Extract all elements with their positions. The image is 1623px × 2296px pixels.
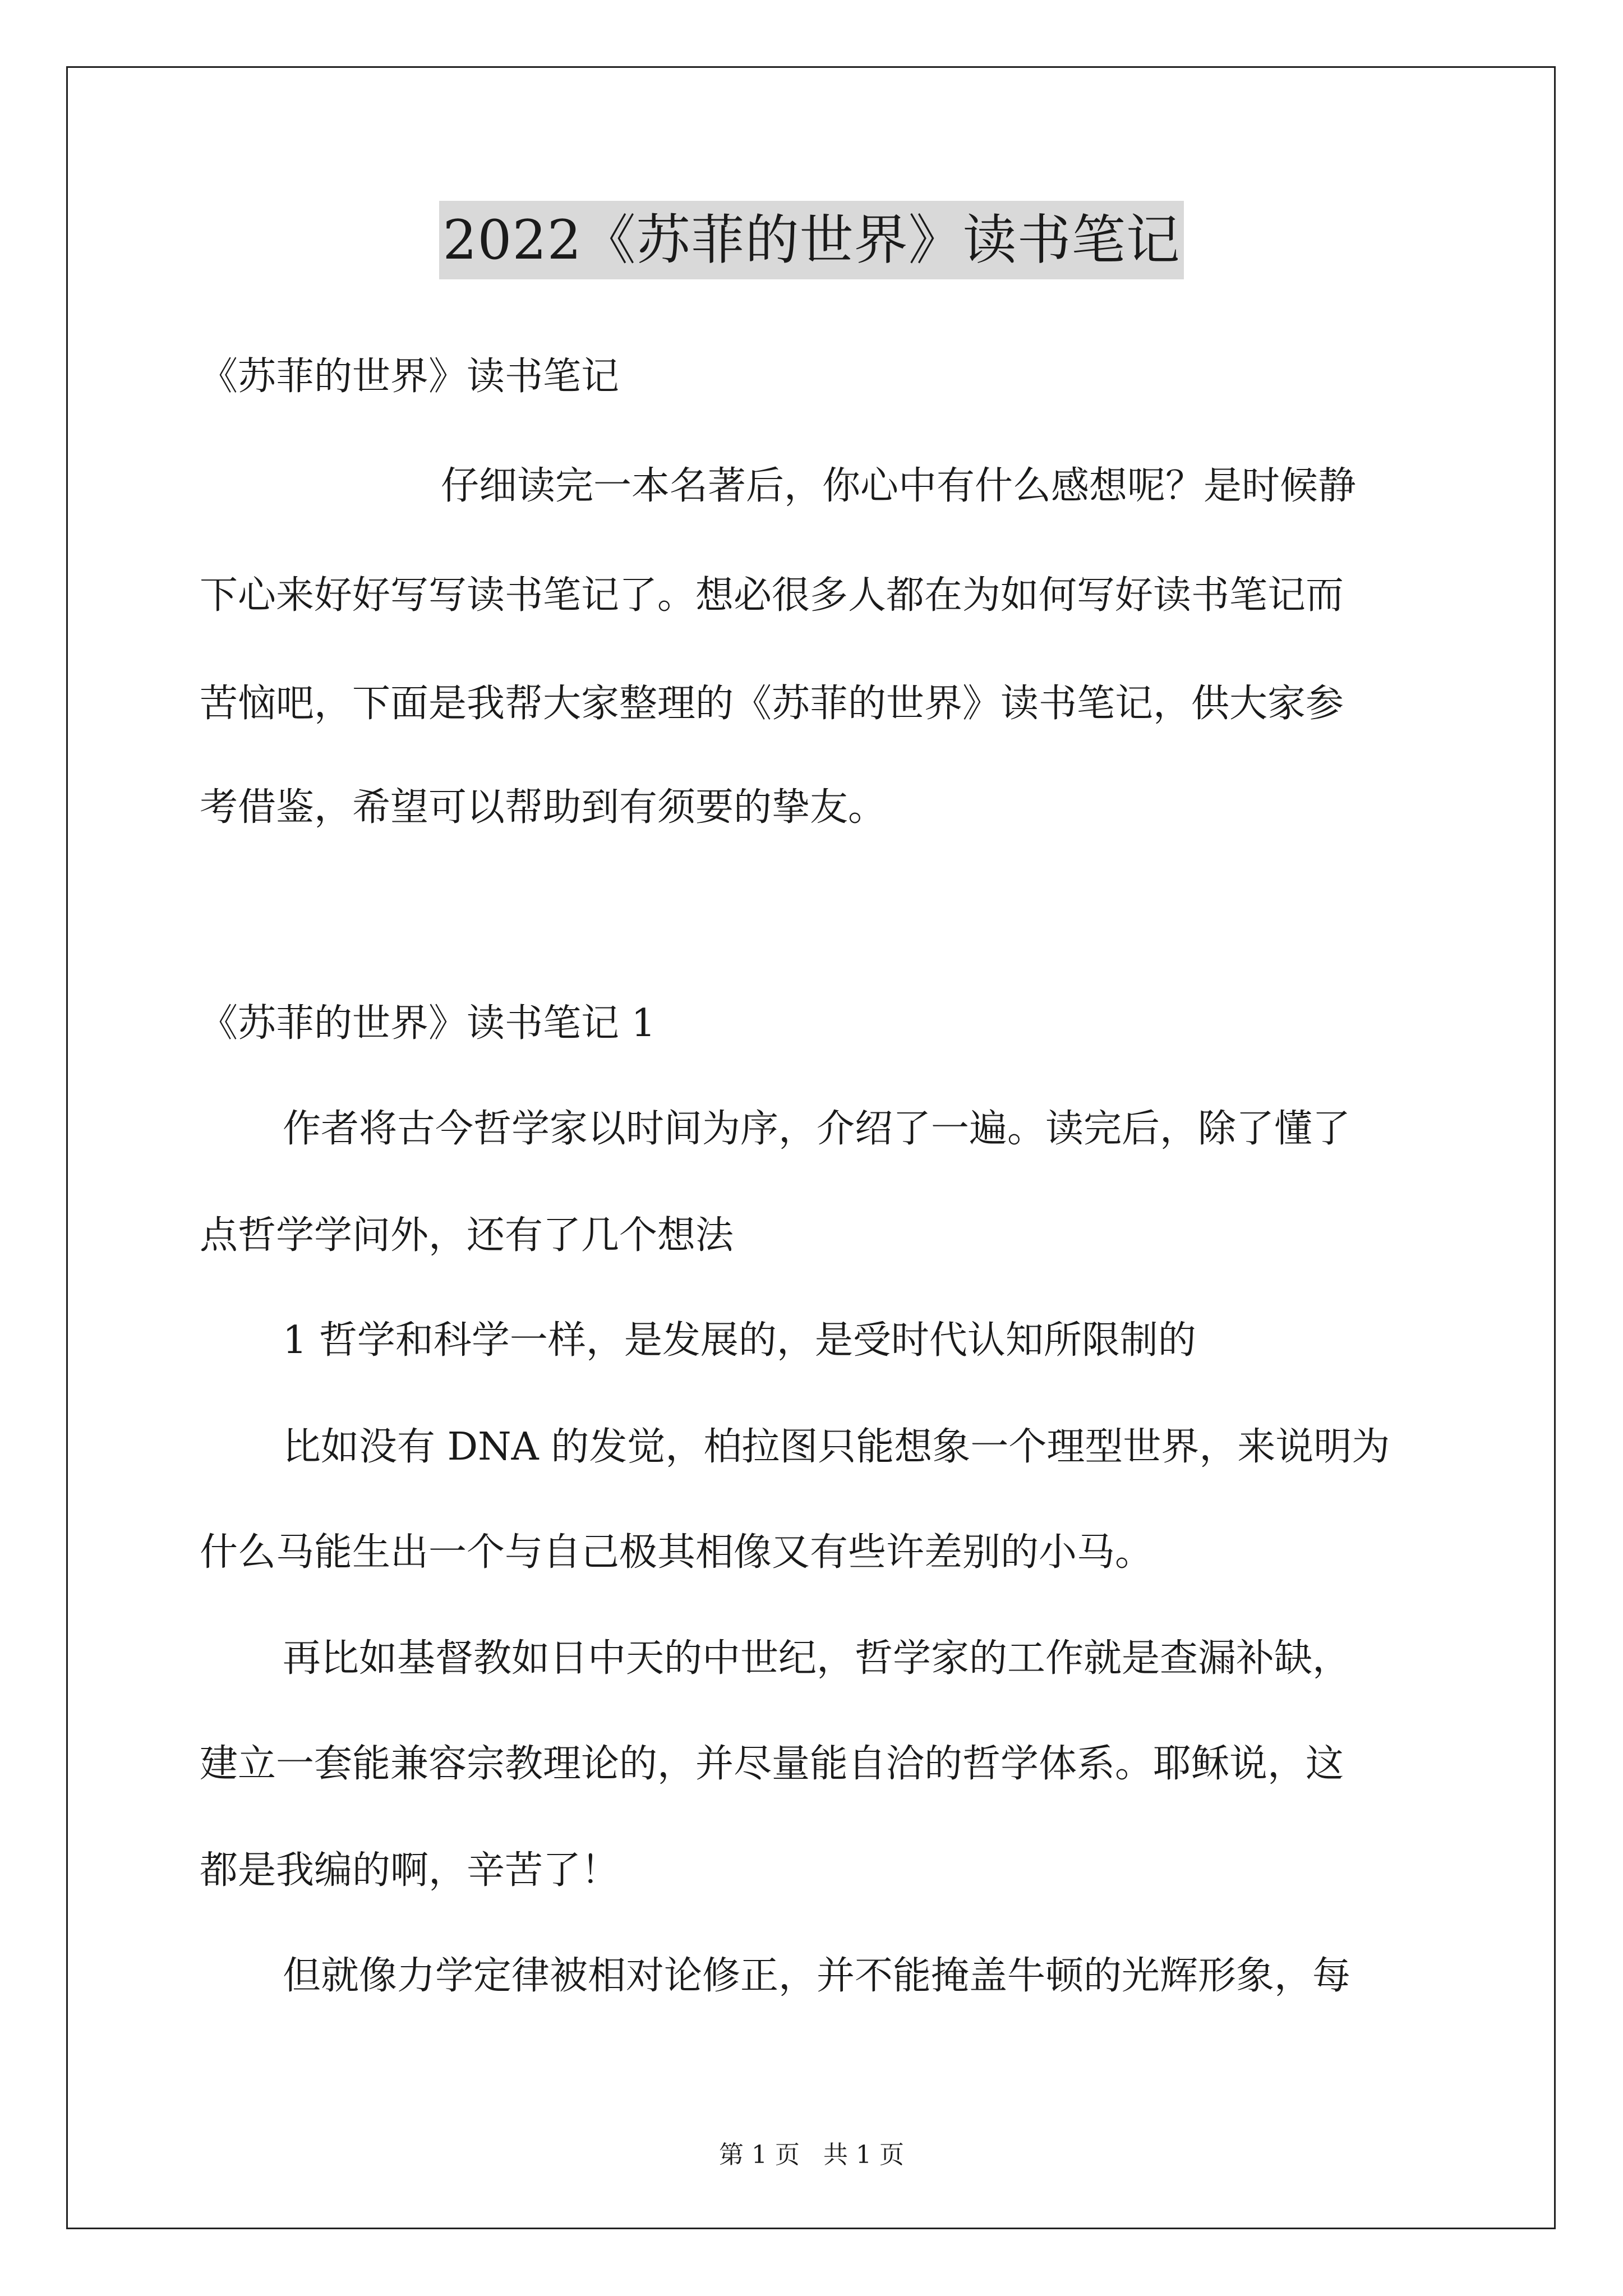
document-title: 2022《苏菲的世界》读书笔记 <box>439 201 1183 279</box>
intro-line-1: 仔细读完一本名著后，你心中有什么感想呢？是时候静 <box>441 464 1357 508</box>
intro-line-2: 下心来好好写写读书笔记了。想必很多人都在为如何写好读书笔记而 <box>200 573 1344 618</box>
title-container <box>0 201 1623 279</box>
body-line-7: 建立一套能兼容宗教理论的，并尽量能自洽的哲学体系。耶稣说，这 <box>200 1742 1344 1786</box>
section-heading-1: 《苏菲的世界》读书笔记 1 <box>200 1001 656 1046</box>
intro-line-3: 苦恼吧，下面是我帮大家整理的《苏菲的世界》读书笔记，供大家参 <box>200 682 1344 726</box>
body-line-6: 再比如基督教如日中天的中世纪，哲学家的工作就是查漏补缺， <box>283 1636 1351 1681</box>
body-line-5: 什么马能生出一个与自己极其相像又有些许差别的小马。 <box>200 1530 1154 1575</box>
body-line-2: 点哲学学问外，还有了几个想法 <box>200 1213 734 1258</box>
intro-line-4: 考借鉴，希望可以帮助到有须要的挚友。 <box>200 785 887 830</box>
body-line-1: 作者将古今哲学家以时间为序，介绍了一遍。读完后，除了懂了 <box>283 1107 1351 1151</box>
page-footer: 第 1 页 共 1 页 <box>719 2141 904 2169</box>
heading-main: 《苏菲的世界》读书笔记 <box>200 355 620 399</box>
body-line-8: 都是我编的啊，辛苦了！ <box>200 1848 620 1893</box>
body-line-9: 但就像力学定律被相对论修正，并不能掩盖牛顿的光辉形象，每 <box>283 1954 1351 1998</box>
body-line-3: 1 哲学和科学一样，是发展的，是受时代认知所限制的 <box>283 1318 1196 1363</box>
body-line-4: 比如没有 DNA 的发觉，柏拉图只能想象一个理型世界，来说明为 <box>283 1425 1390 1469</box>
